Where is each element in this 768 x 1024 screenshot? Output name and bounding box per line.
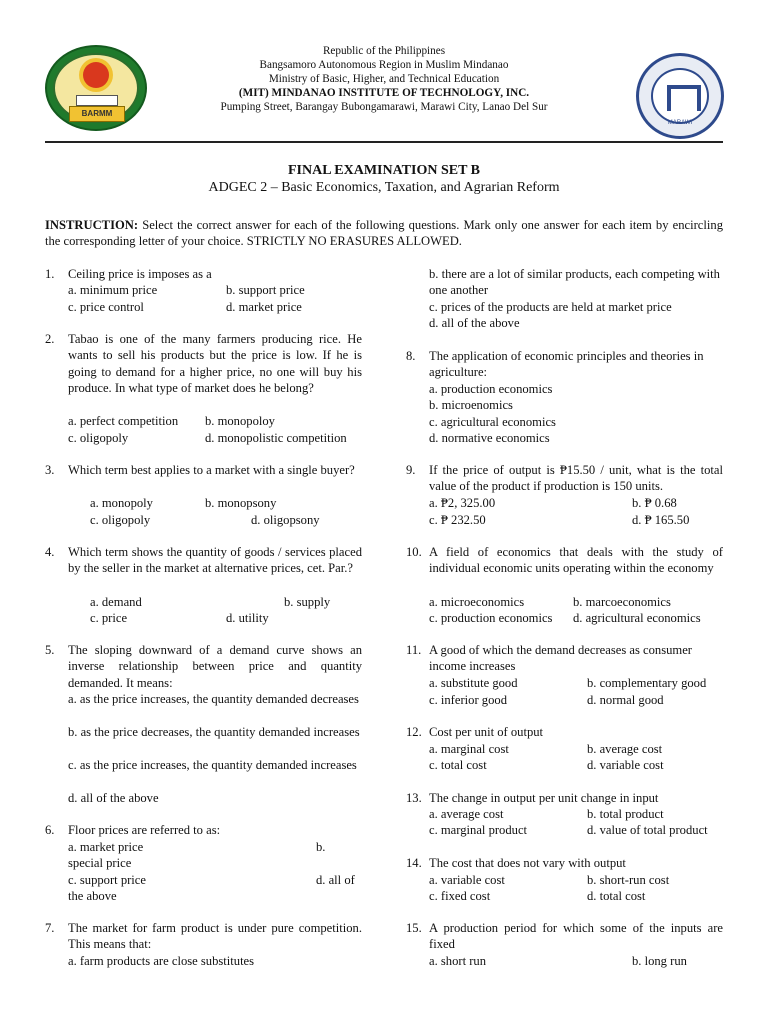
question-text: Cost per unit of output	[429, 725, 544, 739]
option-a[interactable]: a. ₱2, 325.00	[429, 496, 496, 510]
question-number: 9.	[406, 463, 416, 477]
seal-ribbon: BARMM	[69, 106, 126, 122]
option-c[interactable]: c. total cost	[429, 758, 487, 772]
option-b[interactable]: b. complementary good	[587, 676, 707, 690]
header-line-region: Bangsamoro Autonomous Region in Muslim Mindanao	[259, 59, 509, 71]
question-number: 4.	[45, 545, 55, 559]
question-text: If the price of output is ₱15.50 / unit, what is the total value of the product if production is 150 units.	[429, 463, 723, 494]
question-number: 5.	[45, 643, 55, 657]
option-c[interactable]: c. agricultural economics	[429, 415, 556, 429]
question-text: The application of economic principles and theories in agriculture:	[429, 349, 704, 380]
option-b[interactable]: b. ₱ 0.68	[632, 496, 677, 510]
question-number: 1.	[45, 267, 55, 281]
question-text: The change in output per unit change in input	[429, 791, 659, 805]
option-a[interactable]: a. demand	[90, 595, 142, 609]
instruction-label: INSTRUCTION:	[45, 218, 139, 232]
question-text: Which term best applies to a market with a single buyer?	[68, 463, 355, 477]
option-a[interactable]: a. minimum price	[68, 283, 158, 297]
question-text: Which term shows the quantity of goods / services placed by the seller in the market at alternative prices, cet. Par.?	[68, 545, 362, 576]
option-a[interactable]: a. market price	[68, 840, 144, 854]
sun-emblem-icon	[83, 62, 109, 88]
question-number: 13.	[406, 791, 422, 805]
option-b[interactable]: b. average cost	[587, 742, 663, 756]
option-c[interactable]: c. oligopoly	[90, 513, 151, 527]
exam-title: FINAL EXAMINATION SET B	[287, 163, 481, 178]
question-number: 7.	[45, 921, 55, 935]
option-a[interactable]: a. substitute good	[429, 676, 518, 690]
question-text: A production period for which some of the inputs are fixed	[429, 921, 723, 952]
question-number: 8.	[406, 349, 416, 363]
option-d[interactable]: d. market price	[226, 300, 302, 314]
exam-subtitle: ADGEC 2 – Basic Economics, Taxation, and Agrarian Reform	[208, 180, 560, 195]
option-b[interactable]: b. monopsony	[205, 496, 277, 510]
option-a[interactable]: a. perfect competition	[68, 414, 179, 428]
header-divider	[45, 141, 723, 143]
option-c[interactable]: c. ₱ 232.50	[429, 513, 486, 527]
option-c[interactable]: c. as the price increases, the quantity demanded increases	[68, 758, 357, 772]
question-text: A good of which the demand decreases as consumer income increases	[429, 643, 692, 674]
question-number: 6.	[45, 823, 55, 837]
option-a[interactable]: a. variable cost	[429, 873, 505, 887]
question-text: The market for farm product is under pure competition. This means that:	[68, 921, 362, 952]
option-a[interactable]: a. as the price increases, the quantity demanded decreases	[68, 692, 359, 706]
question-number: 2.	[45, 332, 55, 346]
barmm-seal-logo	[45, 45, 147, 131]
option-a[interactable]: a. production economics	[429, 382, 553, 396]
option-c[interactable]: c. price control	[68, 300, 144, 314]
option-c[interactable]: c. marginal product	[429, 823, 528, 837]
header-line-institute: (MIT) MINDANAO INSTITUTE OF TECHNOLOGY, INC.	[238, 87, 530, 99]
option-a[interactable]: a. farm products are close substitutes	[68, 954, 255, 968]
seal-city-text: MARAWI	[667, 119, 693, 126]
option-b[interactable]: b. there are a lot of similar products, each competing with one another	[429, 267, 720, 298]
option-d[interactable]: d. all of the above	[429, 316, 520, 330]
question-text: Ceiling price is imposes as a	[68, 267, 212, 281]
question-text: Floor prices are referred to as:	[68, 823, 221, 837]
option-d[interactable]: d. all of the above	[68, 791, 159, 805]
option-b[interactable]: b. marcoeconomics	[573, 595, 671, 609]
option-c[interactable]: c. support price	[68, 873, 146, 887]
option-c[interactable]: c. inferior good	[429, 693, 507, 707]
option-d[interactable]: d. total cost	[587, 889, 646, 903]
option-b[interactable]: b. monopoloy	[205, 414, 275, 428]
option-b[interactable]: b. as the price decreases, the quantity demanded increases	[68, 725, 360, 739]
question-number: 15.	[406, 921, 422, 935]
option-a[interactable]: a. short run	[429, 954, 487, 968]
instruction-paragraph	[45, 217, 723, 250]
option-b[interactable]: b. support price	[226, 283, 305, 297]
header-line-republic: Republic of the Philippines	[322, 45, 446, 57]
option-b-continued[interactable]: special price	[68, 856, 132, 870]
option-d[interactable]: d. variable cost	[587, 758, 664, 772]
option-b[interactable]: b.	[316, 840, 326, 854]
question-number: 11.	[406, 643, 422, 657]
question-number: 10.	[406, 545, 422, 559]
question-text: The sloping downward of a demand curve shows an inverse relationship between price and quantity demanded. It means:	[68, 643, 362, 690]
option-d-continued[interactable]: the above	[68, 889, 117, 903]
option-a[interactable]: a. microeconomics	[429, 595, 525, 609]
question-text: Tabao is one of the many farmers producing rice. He wants to sell his products but the price is low. If he is going to demand for a higher price, no one will buy his produce. In what type of market does he belong?	[68, 332, 362, 395]
option-d[interactable]: d. ₱ 165.50	[632, 513, 690, 527]
option-a[interactable]: a. marginal cost	[429, 742, 509, 756]
option-c[interactable]: c. prices of the products are held at market price	[429, 300, 672, 314]
option-c[interactable]: c. oligopoly	[68, 431, 129, 445]
mit-emblem-icon	[667, 85, 701, 111]
header-line-address: Pumping Street, Barangay Bubongamarawi, Marawi City, Lanao Del Sur	[220, 101, 548, 113]
option-b[interactable]: b. short-run cost	[587, 873, 670, 887]
option-a[interactable]: a. average cost	[429, 807, 504, 821]
option-b[interactable]: b. supply	[284, 595, 331, 609]
option-d[interactable]: d. oligopsony	[251, 513, 320, 527]
question-number: 3.	[45, 463, 55, 477]
option-d[interactable]: d. utility	[226, 611, 269, 625]
option-b[interactable]: b. total product	[587, 807, 664, 821]
option-b[interactable]: b. microenomics	[429, 398, 513, 412]
option-c[interactable]: c. fixed cost	[429, 889, 491, 903]
question-number: 12.	[406, 725, 422, 739]
mit-seal-logo	[636, 53, 724, 139]
option-b[interactable]: b. long run	[632, 954, 687, 968]
option-d[interactable]: d. value of total product	[587, 823, 708, 837]
question-text: The cost that does not vary with output	[429, 856, 626, 870]
book-icon	[76, 95, 117, 107]
header-line-ministry: Ministry of Basic, Higher, and Technical Education	[268, 73, 500, 85]
option-d[interactable]: d. normal good	[587, 693, 664, 707]
question-number: 14.	[406, 856, 422, 870]
question-text: A field of economics that deals with the study of individual economic units operating within the economy	[429, 545, 723, 576]
option-c[interactable]: c. price	[90, 611, 128, 625]
option-d[interactable]: d. agricultural economics	[573, 611, 701, 625]
option-a[interactable]: a. monopoly	[90, 496, 153, 510]
option-c[interactable]: c. production economics	[429, 611, 553, 625]
instruction-text: Select the correct answer for each of the following questions. Mark only one answer for each item by encircling the corresponding letter of your choice. STRICTLY NO ERASURES ALLOWED.	[45, 218, 723, 249]
option-d[interactable]: d. all of	[316, 873, 355, 887]
option-d[interactable]: d. normative economics	[429, 431, 550, 445]
option-d[interactable]: d. monopolistic competition	[205, 431, 347, 445]
